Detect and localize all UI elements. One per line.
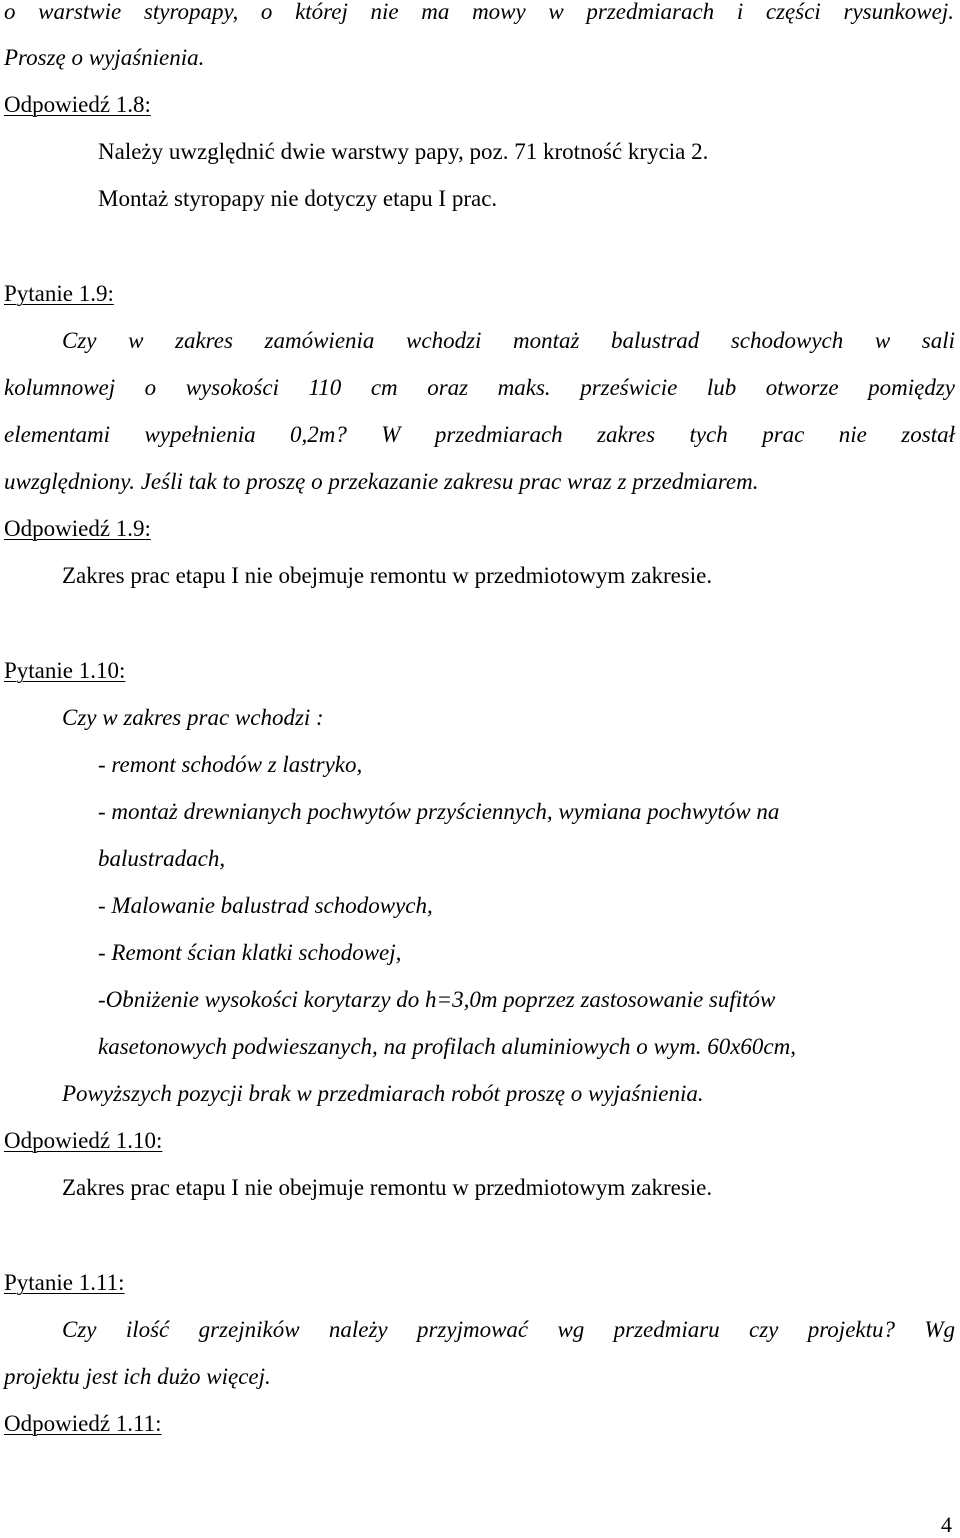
- question-list-item: - Remont ścian klatki schodowej,: [98, 940, 402, 965]
- question-line: elementami wypełnienia 0,2m? W przedmiarach zakres tych prac nie został: [4, 422, 955, 447]
- paragraph-line: o warstwie styropapy, o której nie ma mowy w przedmiarach i części rysunkowej.: [4, 0, 954, 24]
- question-line: Czy w zakres zamówienia wchodzi montaż balustrad schodowych w sali: [62, 328, 955, 353]
- answer-line: Zakres prac etapu I nie obejmuje remontu w przedmiotowym zakresie.: [62, 1175, 713, 1200]
- question-list-item: balustradach,: [98, 846, 226, 871]
- answer-line: Zakres prac etapu I nie obejmuje remontu w przedmiotowym zakresie.: [62, 563, 713, 588]
- question-line: Powyższych pozycji brak w przedmiarach robót proszę o wyjaśnienia.: [62, 1081, 704, 1106]
- question-line: uwzględniony. Jeśli tak to proszę o przekazanie zakresu prac wraz z przedmiarem.: [4, 469, 759, 494]
- question-line: projektu jest ich dużo więcej.: [4, 1364, 271, 1389]
- answer-heading: Odpowiedź 1.8:: [4, 92, 151, 117]
- question-list-item: - Malowanie balustrad schodowych,: [98, 893, 433, 918]
- question-list-item: - montaż drewnianych pochwytów przyściennych, wymiana pochwytów na: [98, 799, 780, 824]
- question-list-item: kasetonowych podwieszanych, na profilach aluminiowych o wym. 60x60cm,: [98, 1034, 796, 1059]
- answer-heading: Odpowiedź 1.11:: [4, 1411, 162, 1436]
- question-list-item: - remont schodów z lastryko,: [98, 752, 363, 777]
- paragraph-line: Proszę o wyjaśnienia.: [4, 45, 205, 70]
- question-heading: Pytanie 1.10:: [4, 658, 126, 683]
- question-heading: Pytanie 1.11:: [4, 1270, 125, 1295]
- answer-line: Należy uwzględnić dwie warstwy papy, poz. 71 krotność krycia 2.: [98, 139, 709, 164]
- question-line: Czy ilość grzejników należy przyjmować wg przedmiaru czy projektu? Wg: [62, 1317, 955, 1342]
- page-number: 4: [941, 1512, 952, 1537]
- answer-line: Montaż styropapy nie dotyczy etapu I prac.: [98, 186, 498, 211]
- answer-heading: Odpowiedź 1.10:: [4, 1128, 163, 1153]
- question-heading: Pytanie 1.9:: [4, 281, 114, 306]
- answer-heading: Odpowiedź 1.9:: [4, 516, 151, 541]
- question-line: Czy w zakres prac wchodzi :: [62, 705, 324, 730]
- question-list-item: -Obniżenie wysokości korytarzy do h=3,0m poprzez zastosowanie sufitów: [98, 987, 776, 1012]
- question-line: kolumnowej o wysokości 110 cm oraz maks. prześwicie lub otworze pomiędzy: [4, 375, 955, 400]
